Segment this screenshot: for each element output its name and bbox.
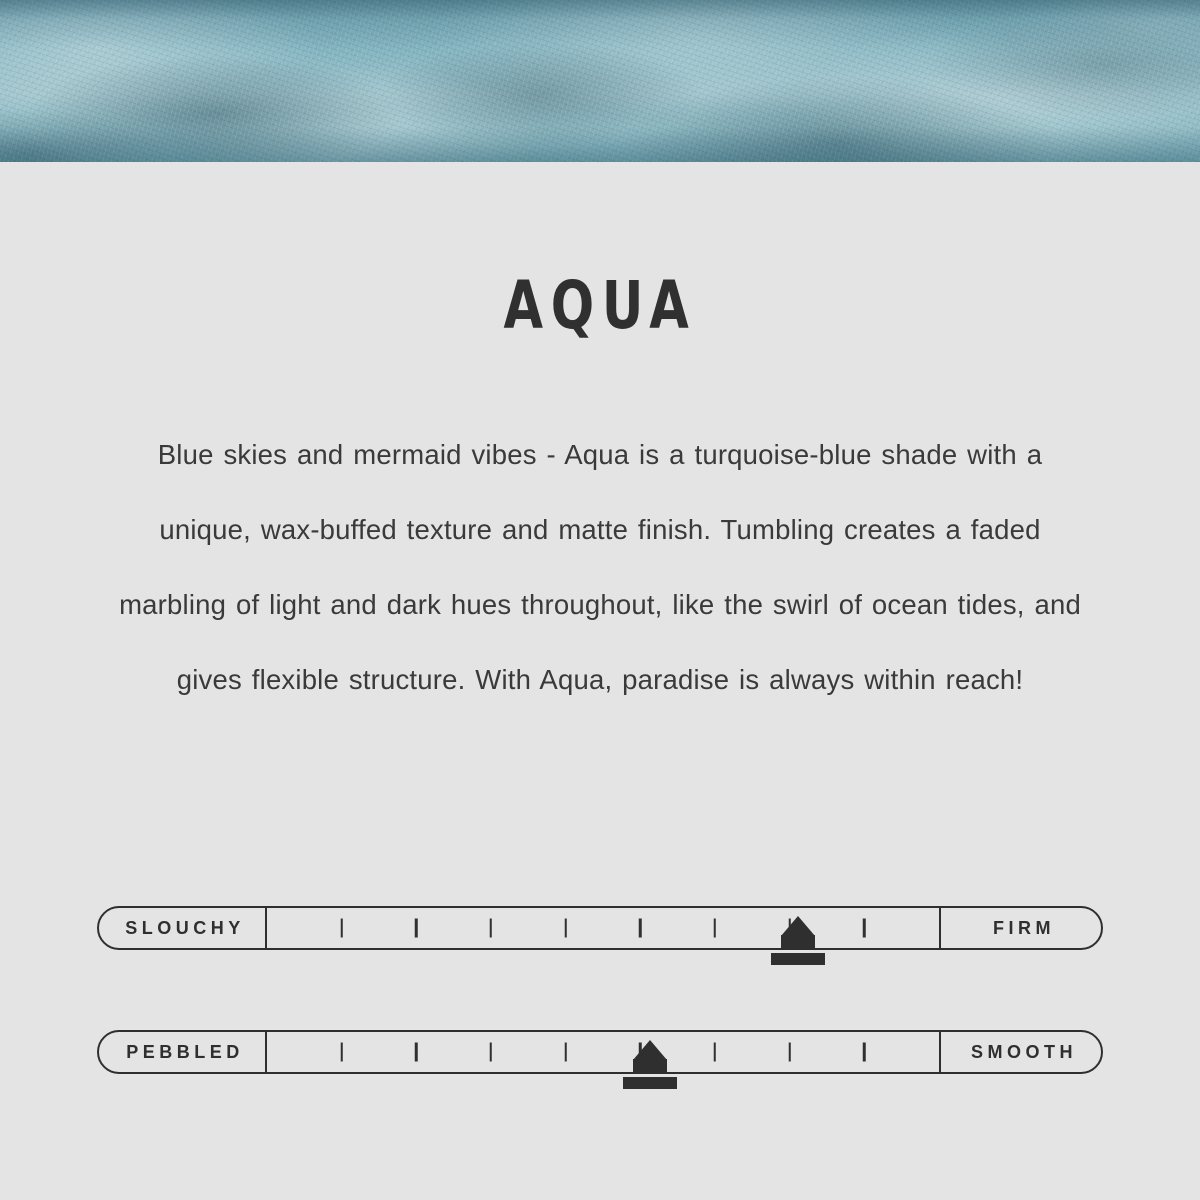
slider-tick <box>863 919 866 938</box>
slider-tick <box>788 1043 791 1062</box>
marker-base-icon <box>771 953 825 965</box>
page-title: AQUA <box>503 267 697 344</box>
marker-body-icon <box>633 1059 667 1073</box>
texture-slider[interactable] <box>97 1030 1103 1074</box>
structure-slider-left-label: SLOUCHY <box>99 908 267 948</box>
slider-tick <box>639 919 642 938</box>
slider-tick <box>490 1043 493 1062</box>
structure-slider-right-label: FIRM <box>939 908 1101 948</box>
marker-pin-icon <box>633 1040 667 1060</box>
slider-tick <box>714 919 717 938</box>
color-detail-panel <box>0 162 1200 1200</box>
slider-tick <box>564 919 567 938</box>
structure-slider[interactable] <box>97 906 1103 950</box>
texture-slider-marker[interactable] <box>630 1040 670 1094</box>
marker-pin-icon <box>781 916 815 936</box>
structure-slider-marker[interactable] <box>778 916 818 970</box>
marker-body-icon <box>781 935 815 949</box>
swatch-bottom-edge-shading <box>0 0 1200 162</box>
slider-tick <box>564 1043 567 1062</box>
texture-slider-left-label: PEBBLED <box>99 1032 267 1072</box>
slider-tick <box>415 919 418 938</box>
texture-slider-track[interactable] <box>267 1032 939 1072</box>
color-description: Blue skies and mermaid vibes - Aqua is a turquoise-blue shade with a unique, wax-buffed texture and matte finish. Tumbling creates a faded marbling of light and dark hues throughout, like the swirl of ocean tides, and gives flexible structure. With Aqua, paradise is always within reach! <box>119 439 1081 695</box>
slider-tick <box>863 1043 866 1062</box>
structure-slider-track[interactable] <box>267 908 939 948</box>
texture-slider-right-label: SMOOTH <box>939 1032 1101 1072</box>
aqua-leather-swatch <box>0 0 1200 162</box>
slider-tick <box>340 919 343 938</box>
slider-tick <box>340 1043 343 1062</box>
slider-tick <box>415 1043 418 1062</box>
slider-tick <box>490 919 493 938</box>
slider-tick <box>714 1043 717 1062</box>
marker-base-icon <box>623 1077 677 1089</box>
